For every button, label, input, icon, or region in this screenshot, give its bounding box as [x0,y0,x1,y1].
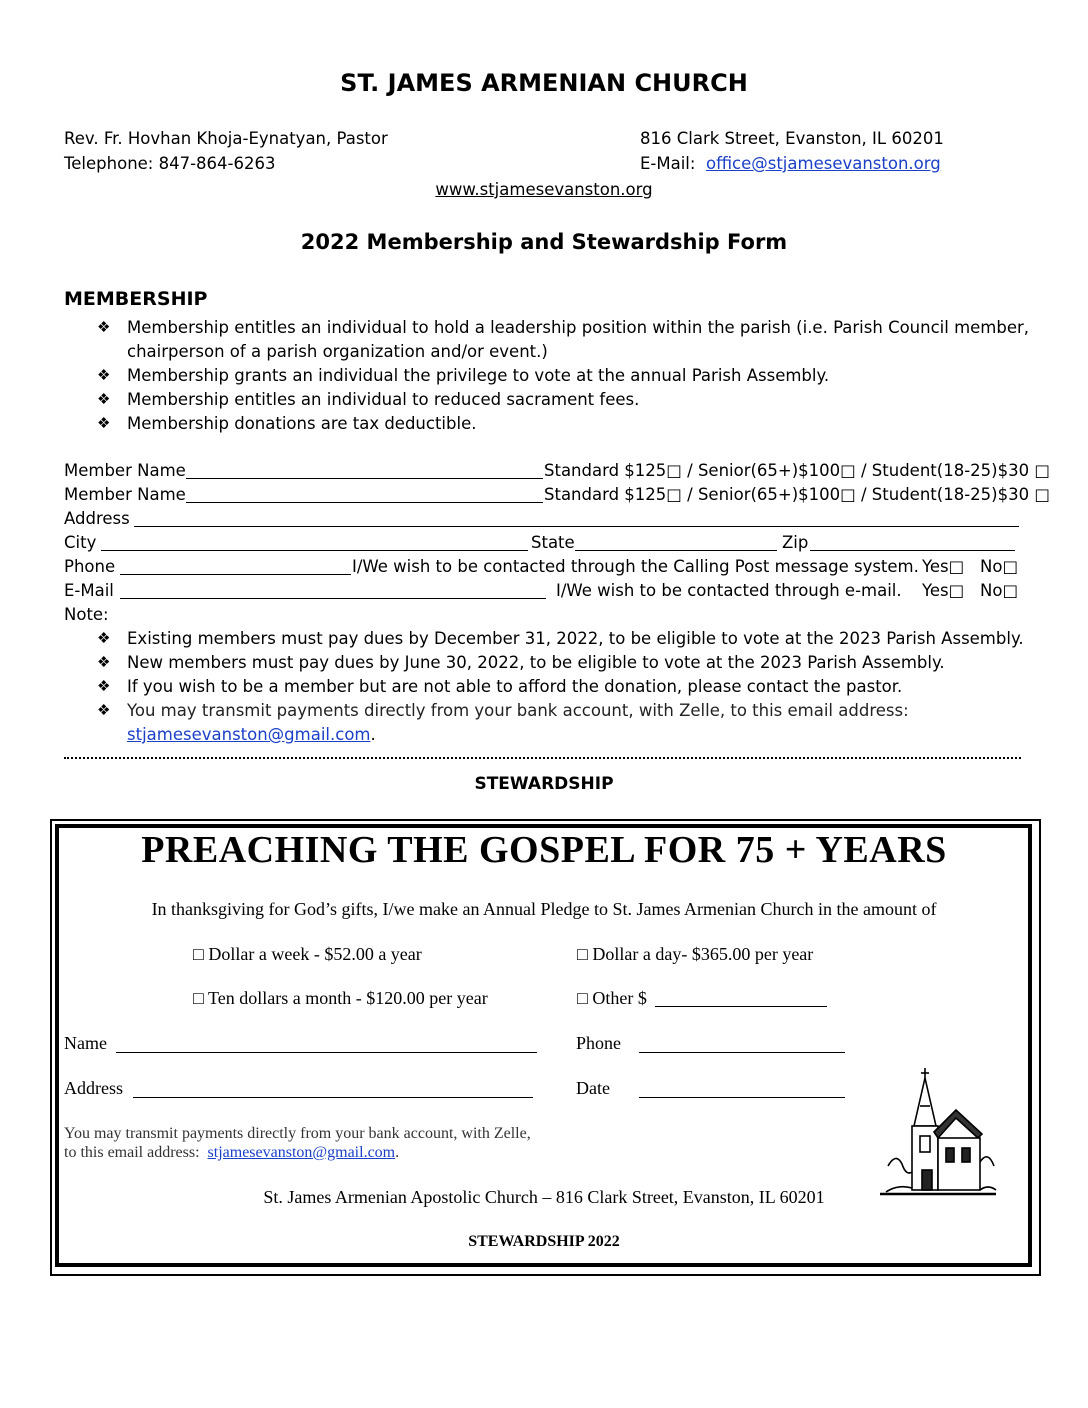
membership-bullet-2: Membership grants an individual the privilege to vote at the annual Parish Assembly. [127,366,830,385]
diamond-bullet-icon: ❖ [97,368,111,384]
dollar-day-option[interactable]: □ Dollar a day- $365.00 per year [577,944,814,964]
footer-address: St. James Armenian Apostolic Church – 816 Clark Street, Evanston, IL 60201 [263,1187,825,1207]
state-field[interactable] [575,550,777,551]
stewardship-box-title: PREACHING THE GOSPEL FOR 75 + YEARS [141,829,947,871]
zelle-prefix: to this email address: [64,1144,200,1161]
membership-heading: MEMBERSHIP [64,288,208,310]
membership-bullet-3: Membership entitles an individual to reduced sacrament fees. [127,390,640,409]
diamond-bullet-icon: ❖ [97,320,111,336]
phone-field[interactable] [120,574,351,575]
calling-post-yes-checkbox[interactable]: Yes□ [922,557,965,576]
period: . [370,725,376,744]
zip-field[interactable] [810,550,1015,551]
pledge-text: In thanksgiving for God’s gifts, I/we make an Annual Pledge to St. James Armenian Church in the amount of [151,899,937,919]
church-address: 816 Clark Street, Evanston, IL 60201 [640,129,944,148]
email-label: E-Mail: [640,154,696,173]
office-email-link[interactable]: office@stjamesevanston.org [705,154,941,173]
steward-name-label: Name [64,1033,107,1053]
membership-bullet-1: Membership entitles an individual to hold a leadership position within the parish (i.e. Parish Council member, [127,318,1030,337]
steward-zelle-line-2 [64,1144,399,1162]
period: . [395,1144,400,1161]
steward-address-label: Address [64,1078,123,1098]
steward-phone-field[interactable] [639,1052,845,1053]
address-field[interactable] [134,526,1019,527]
diamond-bullet-icon: ❖ [97,392,111,408]
zip-label: Zip [782,533,809,552]
footer-stewardship-title: STEWARDSHIP 2022 [468,1233,620,1250]
member-name-1-field[interactable] [186,478,543,479]
city-field[interactable] [101,550,528,551]
church-name-title: ST. JAMES ARMENIAN CHURCH [340,69,748,97]
membership-bullet-4: Membership donations are tax deductible. [127,414,477,433]
form-title: 2022 Membership and Stewardship Form [300,230,788,254]
section-divider [64,757,1021,759]
diamond-bullet-icon: ❖ [97,416,111,432]
other-amount-option[interactable]: □ Other $ [577,988,647,1008]
zelle-email-link[interactable]: stjamesevanston@gmail.com [127,725,371,744]
member-name-label: Member Name [64,485,186,504]
email-contact-text: I/We wish to be contacted through e-mail. [556,581,902,600]
member-name-2-field[interactable] [186,502,543,503]
telephone: Telephone: 847-864-6263 [64,154,276,173]
membership-bullet-1-cont: chairperson of a parish organization and/or event.) [127,342,548,361]
ten-month-option[interactable]: □ Ten dollars a month - $120.00 per year [193,988,488,1008]
diamond-bullet-icon: ❖ [97,631,111,647]
zelle-email-row [127,725,376,744]
note-1: Existing members must pay dues by December 31, 2022, to be eligible to vote at the 2023 Parish Assembly. [127,629,1024,648]
city-label: City [64,533,97,552]
steward-zelle-line-1: You may transmit payments directly from your bank account, with Zelle, [64,1125,531,1142]
dues-options-2[interactable]: Standard $125□ / Senior(65+)$100□ / Student(18-25)$30 □ [544,485,1050,504]
steward-date-label: Date [576,1078,610,1098]
email-label: E-Mail [64,581,114,600]
email-contact-yes-checkbox[interactable]: Yes□ [922,581,965,600]
note-2: New members must pay dues by June 30, 2022, to be eligible to vote at the 2023 Parish Assembly. [127,653,945,672]
stewardship-heading: STEWARDSHIP [474,774,614,794]
diamond-bullet-icon: ❖ [97,655,111,671]
diamond-bullet-icon: ❖ [97,679,111,695]
note-4: You may transmit payments directly from your bank account, with Zelle, to this email address: [127,701,909,720]
phone-label: Phone [64,557,116,576]
other-amount-field[interactable] [655,1006,827,1007]
note-3: If you wish to be a member but are not able to afford the donation, please contact the pastor. [127,677,903,696]
pastor-name: Rev. Fr. Hovhan Khoja-Eynatyan, Pastor [64,129,388,148]
calling-post-text: I/We wish to be contacted through the Calling Post message system. [352,557,919,576]
dollar-week-option[interactable]: □ Dollar a week - $52.00 a year [193,944,422,964]
calling-post-no-checkbox[interactable]: No□ [980,557,1019,576]
steward-phone-label: Phone [576,1033,621,1053]
steward-name-field[interactable] [116,1052,537,1053]
diamond-bullet-icon: ❖ [97,703,111,719]
email-row [640,154,941,173]
website-link[interactable]: www.stjamesevanston.org [435,180,653,199]
steward-date-field[interactable] [639,1097,845,1098]
steward-zelle-email-link[interactable]: stjamesevanston@gmail.com [207,1144,396,1161]
state-label: State [531,533,575,552]
email-field[interactable] [120,598,546,599]
note-label: Note: [64,605,109,624]
address-label: Address [64,509,130,528]
member-name-label: Member Name [64,461,186,480]
email-contact-no-checkbox[interactable]: No□ [980,581,1019,600]
dues-options-1[interactable]: Standard $125□ / Senior(65+)$100□ / Student(18-25)$30 □ [544,461,1050,480]
church-illustration-icon [878,1066,998,1198]
steward-address-field[interactable] [133,1097,533,1098]
